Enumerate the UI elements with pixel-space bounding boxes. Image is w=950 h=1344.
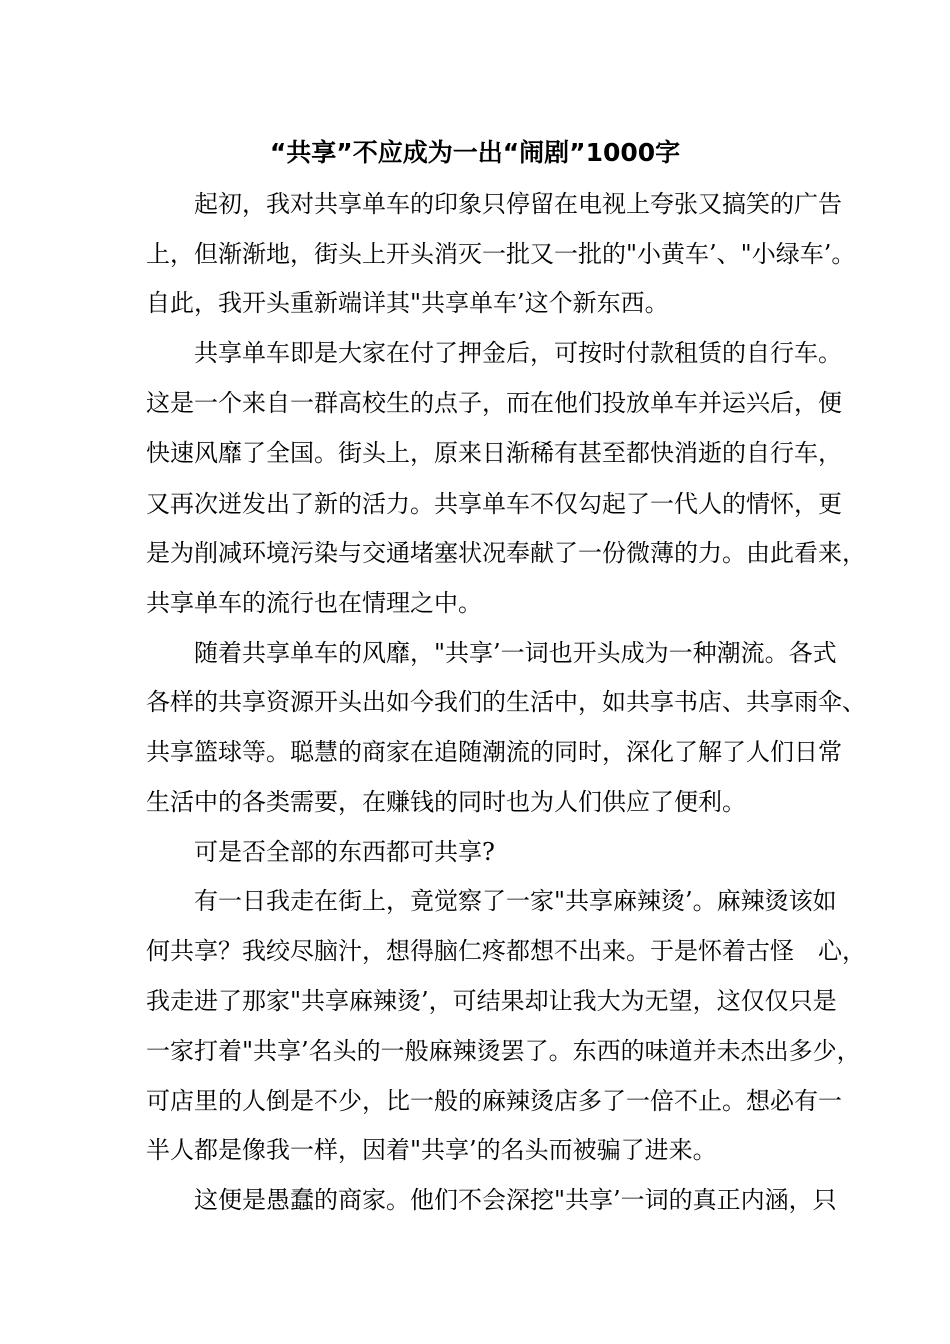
paragraph-line: 是为削减环境污染与交通堵塞状况奉献了一份微薄的力。由此看来， — [146, 539, 866, 567]
paragraph-line: 半人都是像我一样，因着"共享’的名头而被骗了进来。 — [146, 1136, 717, 1164]
paragraph-line: 各样的共享资源开头出如今我们的生活中，如共享书店、共享雨伞、 — [146, 688, 866, 716]
paragraph-line: 随着共享单车的风靡，"共享’一词也开头成为一种潮流。各式 — [194, 639, 837, 667]
paragraph-line: 共享篮球等。聪慧的商家在追随潮流的同时，深化了解了人们日常 — [146, 738, 842, 766]
paragraph-line: 一家打着"共享’名头的一般麻辣烫罢了。东西的味道并未杰出多少， — [146, 1037, 861, 1065]
paragraph-line: 上，但渐渐地，街头上开头消灭一批又一批的"小黄车’、"小绿车’。 — [146, 240, 856, 268]
paragraph-line: 共享单车的流行也在情理之中。 — [146, 589, 482, 617]
paragraph-line: 起初，我对共享单车的印象只停留在电视上夸张又搞笑的广告 — [194, 190, 842, 218]
paragraph-line: 我走进了那家"共享麻辣烫’，可结果却让我大为无望，这仅仅只是 — [146, 987, 837, 1015]
document-title: “共享”不应成为一出“闹剧”1000字 — [269, 138, 681, 167]
paragraph-line: 可店里的人倒是不少，比一般的麻辣烫店多了一倍不止。想必有一 — [146, 1087, 842, 1115]
paragraph-line: 又再次迸发出了新的活力。共享单车不仅勾起了一代人的情怀，更 — [146, 490, 842, 518]
paragraph-line: 生活中的各类需要，在赚钱的同时也为人们供应了便利。 — [146, 788, 746, 816]
paragraph-line: 这便是愚蠢的商家。他们不会深挖"共享’一词的真正内涵，只 — [194, 1186, 837, 1214]
paragraph-line: 快速风靡了全国。街头上，原来日渐稀有甚至都快消逝的自行车， — [146, 439, 842, 467]
paragraph-line: 可是否全部的东西都可共享? — [194, 838, 495, 866]
paragraph-line: 共享单车即是大家在付了押金后，可按时付款租赁的自行车。 — [194, 339, 842, 367]
paragraph-line: 自此，我开头重新端详其"共享单车’这个新东西。 — [146, 289, 669, 317]
paragraph-line: 有一日我走在街上，竟觉察了一家"共享麻辣烫’。麻辣烫该如 — [194, 887, 837, 915]
paragraph-line: 这是一个来自一群高校生的点子，而在他们投放单车并运兴后，便 — [146, 389, 842, 417]
paragraph-line: 何共享？我绞尽脑汁，想得脑仁疼都想不出来。于是怀着古怪 心， — [146, 937, 866, 965]
